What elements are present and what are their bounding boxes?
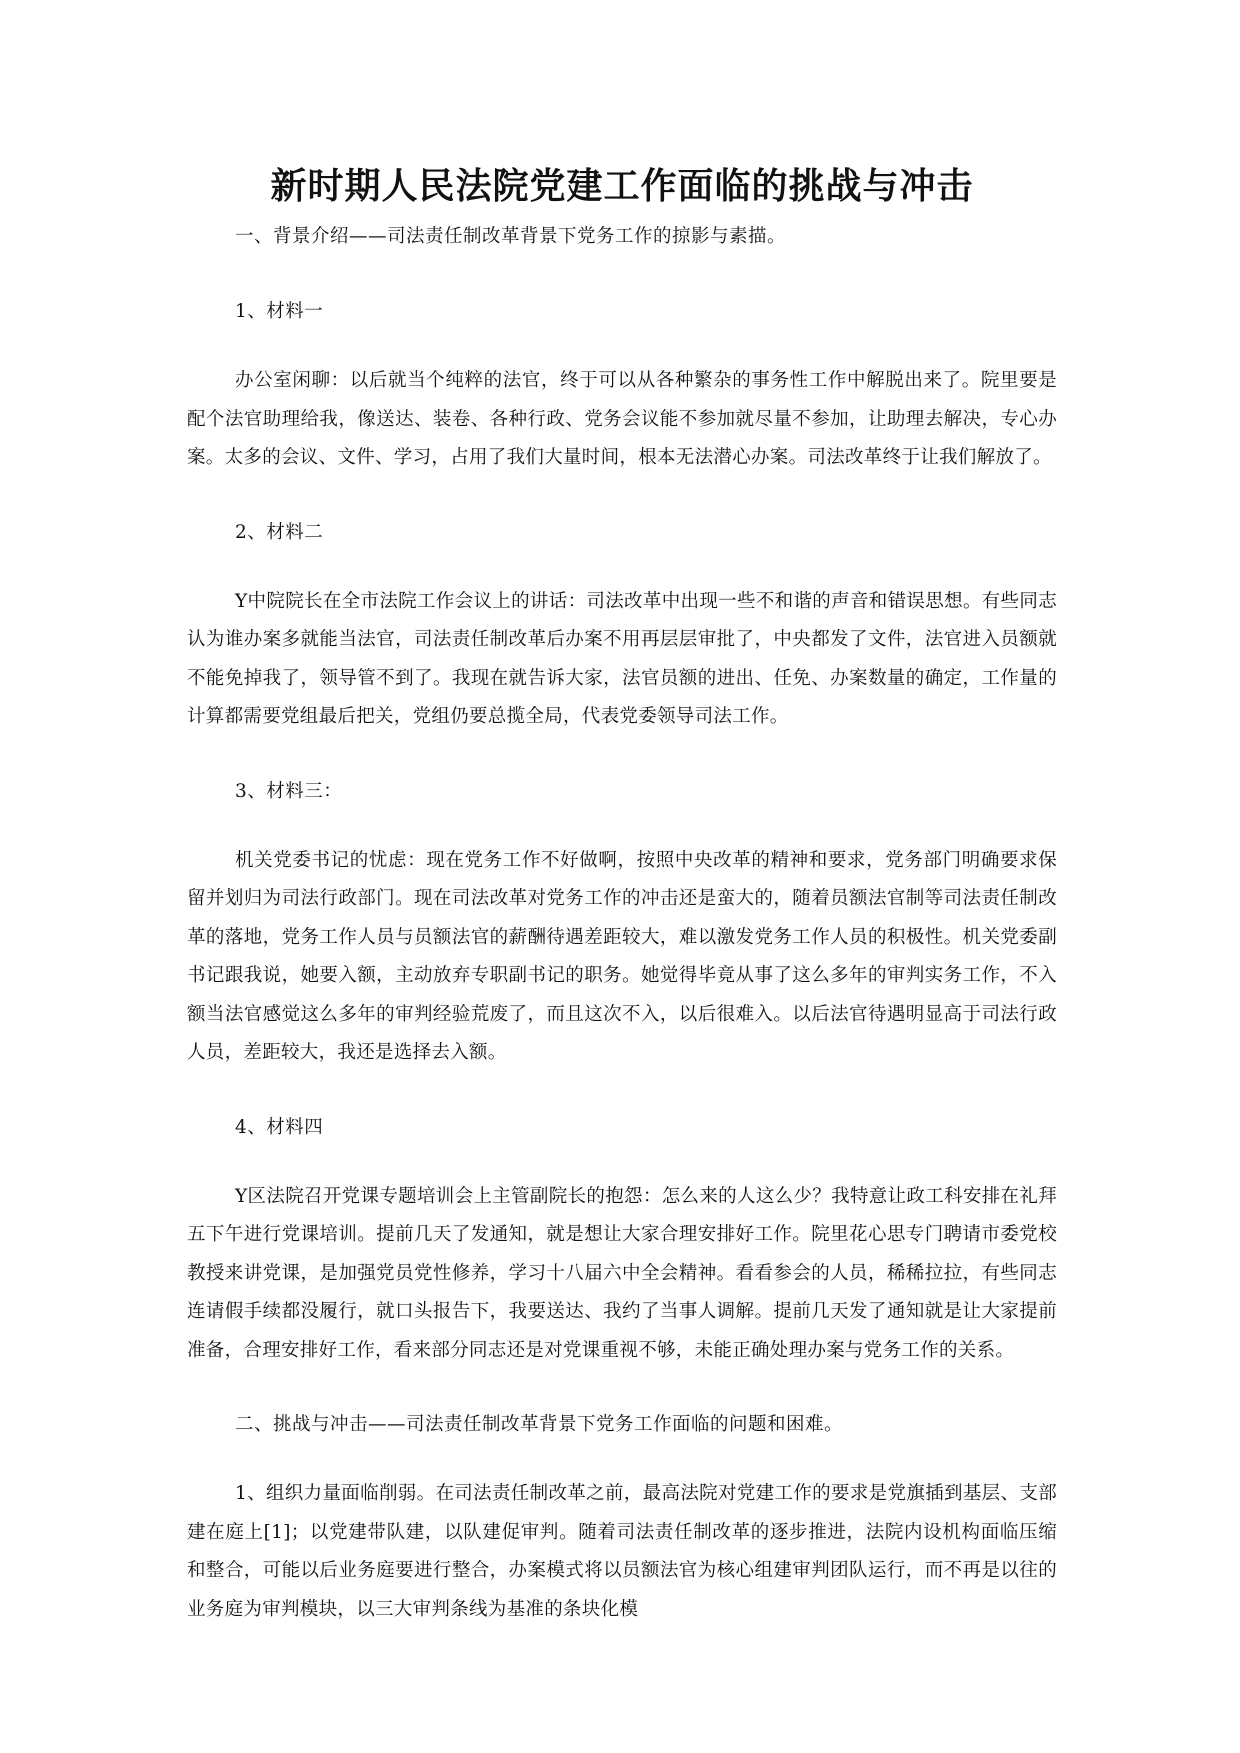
material-2-paragraph: Y中院院长在全市法院工作会议上的讲话：司法改革中出现一些不和谐的声音和错误思想。有些同志认为谁办案多就能当法官，司法责任制改革后办案不用再层层审批了，中央都发了文件，法官进入员额就不能免掉我了，领导管不到了。我现在就告诉大家，法官员额的进出、任免、办案数量的确定，工作量的计算都需要党组最后把关，党组仍要总揽全局，代表党委领导司法工作。 (187, 590, 1057, 727)
point-1-paragraph: 1、组织力量面临削弱。在司法责任制改革之前，最高法院对党建工作的要求是党旗插到基层、支部建在庭上[1]；以党建带队建，以队建促审判。随着司法责任制改革的逐步推进，法院内设机构面临压缩和整合，可能以后业务庭要进行整合，办案模式将以员额法官为核心组建审判团队运行，而不再是以往的业务庭为审判模块，以三大审判条线为基准的条块化模 (187, 1483, 1057, 1620)
document-page (187, 158, 1057, 1629)
document-title: 新时期人民法院党建工作面临的挑战与冲击 (270, 165, 974, 207)
material-1-heading: 1、材料一 (235, 301, 324, 322)
material-1-paragraph: 办公室闲聊：以后就当个纯粹的法官，终于可以从各种繁杂的事务性工作中解脱出来了。院里要是配个法官助理给我，像送达、装卷、各种行政、党务会议能不参加就尽量不参加，让助理去解决，专心办案。太多的会议、文件、学习，占用了我们大量时间，根本无法潜心办案。司法改革终于让我们解放了。 (187, 370, 1057, 468)
material-2-heading: 2、材料二 (235, 521, 324, 543)
section-2-heading: 二、挑战与冲击——司法责任制改革背景下党务工作面临的问题和困难。 (235, 1414, 844, 1435)
material-3-paragraph: 机关党委书记的忧虑：现在党务工作不好做啊，按照中央改革的精神和要求，党务部门明确要求保留并划归为司法行政部门。现在司法改革对党务工作的冲击还是蛮大的，随着员额法官制等司法责任制改革的落地，党务工作人员与员额法官的薪酬待遇差距较大，难以激发党务工作人员的积极性。机关党委副书记跟我说，她要入额，主动放弃专职副书记的职务。她觉得毕竟从事了这么多年的审判实务工作，不入额当法官感觉这么多年的审判经验荒废了，而且这次不入，以后很难入。以后法官待遇明显高于司法行政人员，差距较大，我还是选择去入额。 (187, 849, 1057, 1063)
section-1-heading: 一、背景介绍——司法责任制改革背景下党务工作的掠影与素描。 (235, 226, 787, 247)
material-4-paragraph: Y区法院召开党课专题培训会上主管副院长的抱怨：怎么来的人这么少？我特意让政工科安排在礼拜五下午进行党课培训。提前几天了发通知，就是想让大家合理安排好工作。院里花心思专门聘请市委党校教授来讲党课，是加强党员党性修养，学习十八届六中全会精神。看看参会的人员，稀稀拉拉，有些同志连请假手续都没履行，就口头报告下，我要送达、我约了当事人调解。提前几天发了通知就是让大家提前准备，合理安排好工作，看来部分同志还是对党课重视不够，未能正确处理办案与党务工作的关系。 (187, 1185, 1057, 1361)
material-3-heading: 3、材料三： (235, 780, 343, 802)
material-4-heading: 4、材料四 (235, 1116, 324, 1138)
